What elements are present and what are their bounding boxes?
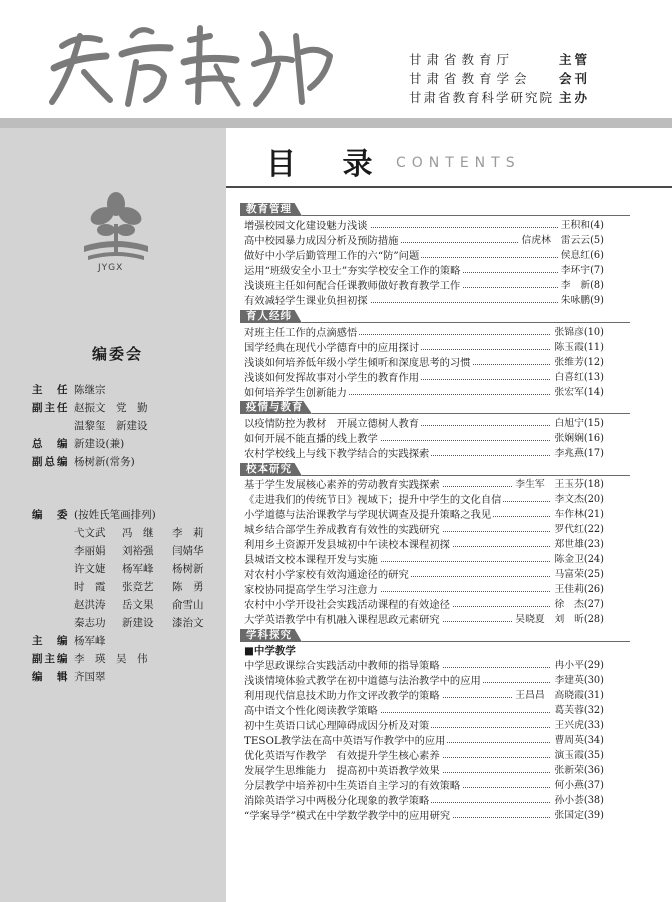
board-members-note: (按姓氏笔画排列) (74, 509, 156, 521)
entry-title: 浅谈班主任如何配合任课教师做好教育教学工作 (244, 280, 461, 292)
entry-title: 城乡结合部学生养成教育有效性的实践研究 (244, 524, 440, 536)
toc-entry[interactable] (244, 779, 604, 793)
toc-entry[interactable] (244, 279, 604, 293)
entry-author-page: 侯息红(6) (558, 249, 604, 263)
board-label: 副主任 (32, 402, 70, 414)
board-label: 主 任 (32, 384, 70, 396)
board-label: 编 辑 (32, 671, 70, 683)
entry-title: 小学道德与法治课教学与学现状调查及提升策略之我见 (244, 509, 492, 521)
entry-author-page: 李文杰(20) (551, 493, 604, 507)
board-label: 总 编 (32, 438, 70, 450)
toc-entry[interactable] (244, 386, 604, 400)
toc-entry[interactable] (244, 704, 604, 718)
entry-title: 大学英语教学中有机融入课程思政元素研究 (244, 614, 440, 626)
section-header (240, 310, 630, 323)
section-underline (312, 413, 630, 414)
publisher-role: 主管 (559, 52, 591, 67)
entry-author-page: 李生军 王玉芬(18) (512, 478, 604, 492)
section-header (240, 463, 630, 476)
entry-title: 浅谈情境体验式教学在初中道德与法治教学中的应用 (244, 675, 481, 687)
board-member: 秦志功 (74, 617, 106, 629)
board-member: 岳文果 (122, 599, 154, 611)
entry-author-page: 张维芳(12) (551, 356, 604, 370)
entry-author-page: 白旭宁(15) (551, 417, 604, 431)
section-underline (302, 641, 630, 642)
publisher-role: 主办 (559, 90, 591, 105)
board-value: 温黎玺 新建设 (74, 420, 148, 432)
toc-subtitle: CONTENTS (396, 155, 521, 171)
toc-entry[interactable] (244, 598, 604, 612)
board-label: 副总编 (32, 456, 70, 468)
entry-title: “学案导学”模式在中学数学教学中的应用研究 (244, 810, 451, 822)
board-member: 陈 勇 (172, 581, 204, 593)
entry-title: 《走进我们的传统节日》视域下；提升中学生的文化自信 (244, 494, 502, 506)
entry-author-page: 张锦彦(10) (551, 326, 604, 340)
header-divider-bar (0, 118, 672, 128)
entry-title: TESOL教学法在高中英语写作教学中的应用 (244, 735, 446, 747)
board-member: 冯 继 (122, 527, 154, 539)
entry-author-page: 演玉霞(35) (551, 749, 604, 763)
entry-author-page: 郑世雄(23) (551, 538, 604, 552)
board-member: 弋文武 (74, 527, 106, 539)
entry-title: 消除英语学习中两极分化现象的教学策略 (244, 795, 430, 807)
toc-entry[interactable] (244, 568, 604, 582)
entry-title: 基于学生发展核心素养的劳动教育实践探索 (244, 479, 440, 491)
entry-title: 农村中小学开设社会实践活动课程的有效途径 (244, 599, 450, 611)
board-label: 主 编 (32, 635, 70, 647)
board-member: 时 霞 (74, 581, 106, 593)
entry-title: 如何开展不能直播的线上教学 (244, 433, 378, 445)
publisher-row (409, 69, 591, 87)
toc-divider (226, 186, 672, 188)
board-member: 俞雪山 (172, 599, 204, 611)
entry-title: 浅谈如何培养低年级小学生倾听和深度思考的习惯 (244, 357, 471, 369)
logo-text: JYGX (98, 263, 124, 273)
toc-entry[interactable] (244, 508, 604, 522)
publisher-org: 甘肃省教育科学研究院 (409, 90, 555, 105)
board-member: 杨树新 (172, 563, 204, 575)
toc-entry[interactable] (244, 674, 604, 688)
clover-logo-icon (78, 190, 154, 274)
toc-entry[interactable] (244, 553, 604, 567)
entry-author-page: 白喜红(13) (551, 371, 604, 385)
board-member: 漆治文 (172, 617, 204, 629)
entry-author-page: 张国定(39) (551, 809, 604, 823)
entry-author-page: 罗代红(22) (551, 523, 604, 537)
entry-author-page: 信虎林 雷云云(5) (519, 234, 604, 248)
toc-entry[interactable] (244, 583, 604, 597)
board-value: 杨树新(常务) (74, 456, 135, 468)
board-label: 副主编 (32, 653, 70, 665)
entry-title: 有效减轻学生课业负担初探 (244, 295, 368, 307)
entry-author-page: 李建英(30) (551, 674, 604, 688)
toc-entry[interactable] (244, 764, 604, 778)
entry-title: 运用“班级安全小卫士”夯实学校安全工作的策略 (244, 265, 461, 277)
entry-author-page: 葛芙蓉(32) (551, 704, 604, 718)
entry-author-page: 张新荣(36) (551, 764, 604, 778)
entry-author-page: 车作林(21) (551, 508, 604, 522)
board-value: 李 瑛 吴 伟 (74, 653, 148, 665)
entry-title: 利用乡土资源开发县城初中午读校本课程初探 (244, 539, 450, 551)
entry-author-page: 马富荣(25) (551, 568, 604, 582)
entry-title: 对农村小学家校有效沟通途径的研究 (244, 569, 409, 581)
entry-author-page: 曹周英(34) (551, 734, 604, 748)
board-member: 张竞艺 (122, 581, 154, 593)
entry-author-page: 王兴虎(33) (551, 719, 604, 733)
entry-author-page: 何小燕(37) (551, 779, 604, 793)
board-member: 李丽娟 (74, 545, 106, 557)
toc-entry[interactable] (244, 734, 604, 748)
masthead-calligraphy-logo (40, 6, 340, 114)
section-title: 学科探究 (246, 629, 292, 641)
entry-title: 国学经典在现代小学德育中的应用探讨 (244, 342, 420, 354)
toc-entry[interactable] (244, 219, 604, 233)
toc-entry[interactable] (244, 417, 604, 431)
entry-title: 浅谈如何发挥故事对小学生的教育作用 (244, 372, 420, 384)
toc-entry[interactable] (244, 538, 604, 552)
entry-author-page: 李 新(8) (558, 279, 604, 293)
board-member: 闫婧华 (172, 545, 204, 557)
entry-title: 优化英语写作教学 有效提升学生核心素养 (244, 750, 440, 762)
entry-author-page: 王昌昌 高晓霞(31) (512, 689, 604, 703)
entry-title: 利用现代信息技术助力作文评改教学的策略 (244, 690, 440, 702)
board-value: 新建设(兼) (74, 438, 125, 450)
board-value: 陈继宗 (74, 384, 106, 396)
section-header (240, 629, 630, 642)
section-title: 育人经纬 (246, 310, 292, 322)
toc-entry[interactable] (244, 356, 604, 370)
board-member: 新建设 (122, 617, 154, 629)
toc-entry[interactable] (244, 659, 604, 673)
board-member: 李 莉 (172, 527, 204, 539)
board-value: 齐国翠 (74, 671, 106, 683)
entry-author-page: 陈玉霞(11) (551, 341, 604, 355)
entry-title: 分层教学中培养初中生英语自主学习的有效策略 (244, 780, 461, 792)
entry-author-page: 吴晓夏 刘 昕(28) (512, 613, 604, 627)
publisher-org: 甘肃省教育厅 (409, 52, 515, 67)
entry-author-page: 陈金卫(24) (551, 553, 604, 567)
toc-entry[interactable] (244, 264, 604, 278)
entry-title: 初中生英语口试心理障碍成因分析及对策 (244, 720, 430, 732)
entry-author-page: 李兆燕(17) (551, 447, 604, 461)
toc-entry[interactable] (244, 249, 604, 263)
board-label: 编 委 (32, 509, 70, 521)
toc-entry[interactable] (244, 523, 604, 537)
toc-entry[interactable] (244, 326, 604, 340)
toc-entry[interactable] (244, 234, 604, 248)
toc-entry[interactable] (244, 689, 604, 703)
section-underline (302, 475, 630, 476)
toc-entry[interactable] (244, 749, 604, 763)
publisher-row (409, 50, 591, 68)
toc-entry[interactable] (244, 341, 604, 355)
toc-entry[interactable] (244, 432, 604, 446)
toc-entry[interactable] (244, 478, 604, 492)
entry-author-page: 王佳莉(26) (551, 583, 604, 597)
toc-entry[interactable] (244, 493, 604, 507)
header (0, 0, 672, 118)
board-member: 刘裕强 (122, 545, 154, 557)
entry-title: 发展学生思维能力 提高初中英语教学效果 (244, 765, 440, 777)
section-underline (302, 322, 630, 323)
toc-entry[interactable] (244, 371, 604, 385)
toc-entry[interactable] (244, 794, 604, 808)
toc-entry[interactable] (244, 809, 604, 823)
entry-author-page: 李环宇(7) (558, 264, 604, 278)
entry-title: 对班主任工作的点滴感悟 (244, 327, 358, 339)
section-title: 教育管理 (246, 203, 292, 215)
entry-title: 县城语文校本课程开发与实施 (244, 554, 378, 566)
board-value: 赵振文 党 勤 (74, 402, 148, 414)
publisher-row (409, 88, 591, 106)
entry-title: 高中校园暴力成因分析及预防措施 (244, 235, 399, 247)
entry-title: 农村学校线上与线下教学结合的实践探索 (244, 448, 430, 460)
entry-author-page: 朱咏鹏(9) (558, 294, 604, 308)
entry-author-page: 孙小荟(38) (551, 794, 604, 808)
toc-entry[interactable] (244, 613, 604, 627)
entry-author-page: 张娴娴(16) (551, 432, 604, 446)
publisher-role: 会刊 (559, 71, 591, 86)
toc-entry[interactable] (244, 294, 604, 308)
toc-entry[interactable] (244, 719, 604, 733)
entry-title: 家校协同提高学生学习注意力 (244, 584, 378, 596)
entry-author-page: 张宏军(14) (551, 386, 604, 400)
entry-author-page: 徐 杰(27) (551, 598, 604, 612)
board-value: 杨军峰 (74, 635, 106, 647)
entry-title: 增强校园文化建设魅力浅谈 (244, 220, 368, 232)
entry-title: 高中语文个性化阅读教学策略 (244, 705, 378, 717)
board-member: 许文婕 (74, 563, 106, 575)
board-title: 编委会 (92, 345, 144, 363)
subsection-heading: ■中学教学 (244, 645, 296, 657)
entry-author-page: 王积和(4) (558, 219, 604, 233)
entry-title: 中学思政课综合实践活动中教师的指导策略 (244, 660, 440, 672)
section-title: 疫情与教育 (246, 401, 304, 413)
publisher-org: 甘肃省教育学会 (409, 71, 532, 86)
entry-title: 以疫情防控为教材 开展立德树人教育 (244, 418, 420, 430)
toc-entry[interactable] (244, 447, 604, 461)
entry-author-page: 冉小平(29) (551, 659, 604, 673)
entry-title: 做好中小学后勤管理工作的六“防”问题 (244, 250, 420, 262)
entry-title: 如何培养学生创新能力 (244, 387, 347, 399)
board-member: 杨军峰 (122, 563, 154, 575)
toc-title: 目 录 (266, 147, 391, 182)
section-underline (302, 215, 630, 216)
board-member: 赵洪涛 (74, 599, 106, 611)
section-header (240, 401, 630, 414)
section-header (240, 203, 630, 216)
section-title: 校本研究 (246, 463, 292, 475)
